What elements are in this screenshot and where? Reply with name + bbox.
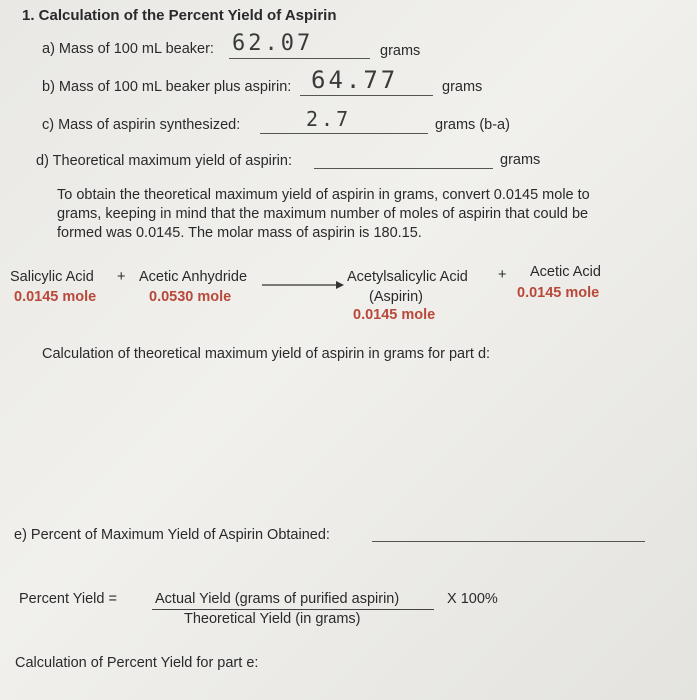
formula-multiplier: X 100% <box>447 591 498 607</box>
product-acetic-acid: Acetic Acid <box>530 264 601 280</box>
item-c-blank[interactable] <box>260 133 428 134</box>
product-aspirin-sublabel: (Aspirin) <box>369 289 423 305</box>
percent-yield-label: Percent Yield = <box>19 591 117 607</box>
section-heading: 1. Calculation of the Percent Yield of Aspirin <box>22 7 337 24</box>
item-e-label: e) Percent of Maximum Yield of Aspirin Obtained: <box>14 527 330 543</box>
part-d-calculation-prompt: Calculation of theoretical maximum yield of aspirin in grams for part d: <box>42 346 491 362</box>
product-acetylsalicylic-acid-moles: 0.0145 mole <box>353 307 436 323</box>
item-b-handwritten-value: 64.77 <box>311 66 399 94</box>
item-b-blank[interactable] <box>300 95 433 96</box>
item-e-blank[interactable] <box>372 541 645 542</box>
product-acetic-acid-moles: 0.0145 mole <box>517 285 600 301</box>
item-d-unit: grams <box>500 152 541 168</box>
item-a-handwritten-value: 62.07 <box>232 31 314 56</box>
item-a-unit: grams <box>380 43 421 59</box>
reaction-plus-2: + <box>498 267 507 283</box>
reactant-acetic-anhydride: Acetic Anhydride <box>139 269 248 285</box>
reactant-salicylic-acid-moles: 0.0145 mole <box>14 289 97 305</box>
item-d-blank[interactable] <box>314 168 493 169</box>
item-d-label: d) Theoretical maximum yield of aspirin: <box>36 153 292 169</box>
part-e-calculation-prompt: Calculation of Percent Yield for part e: <box>15 655 259 671</box>
reactant-salicylic-acid: Salicylic Acid <box>10 269 94 285</box>
item-b-label: b) Mass of 100 mL beaker plus aspirin: <box>42 79 292 95</box>
item-c-handwritten-value: 2.7 <box>306 107 352 131</box>
formula-numerator: Actual Yield (grams of purified aspirin) <box>155 591 400 607</box>
formula-denominator: Theoretical Yield (in grams) <box>184 611 361 627</box>
reactant-acetic-anhydride-moles: 0.0530 mole <box>149 289 232 305</box>
fraction-bar <box>152 609 434 610</box>
reaction-plus-1: + <box>117 269 126 285</box>
item-c-label: c) Mass of aspirin synthesized: <box>42 117 241 133</box>
reaction-arrow-icon <box>262 280 344 290</box>
item-a-label: a) Mass of 100 mL beaker: <box>42 41 214 57</box>
item-c-unit: grams (b-a) <box>435 117 510 133</box>
product-acetylsalicylic-acid: Acetylsalicylic Acid <box>347 269 468 285</box>
item-b-unit: grams <box>442 79 483 95</box>
instructions-paragraph: To obtain the theoretical maximum yield of aspirin in grams, convert 0.0145 mole to grams, keeping in mind that the maximum number of moles of aspirin that could be formed was 0.0145. The molar mass of aspirin is 180.15. <box>57 187 590 241</box>
item-a-blank[interactable] <box>229 58 370 59</box>
